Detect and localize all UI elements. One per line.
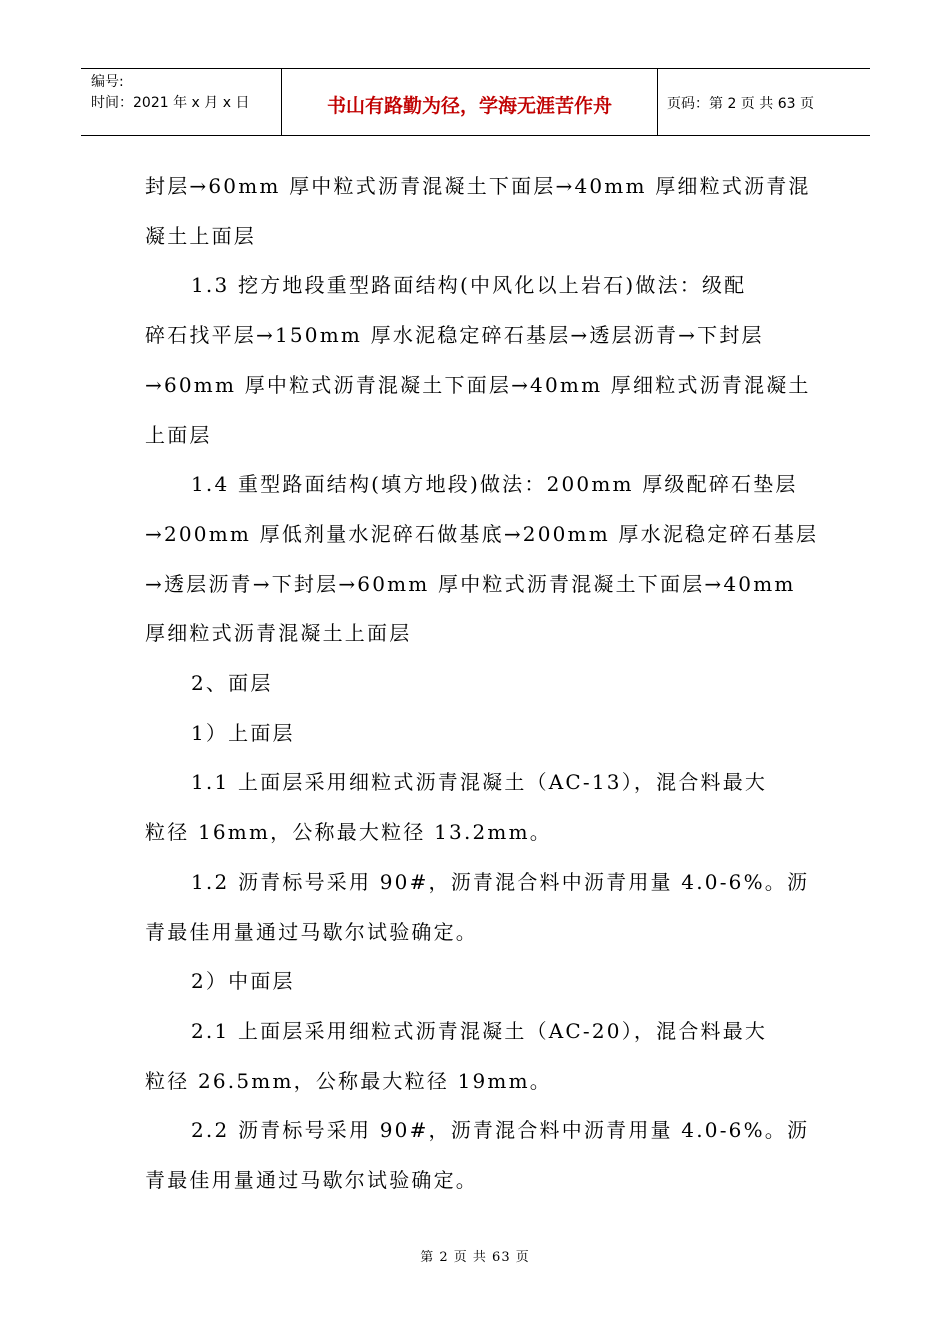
subsection-heading: 1）上面层: [191, 720, 295, 745]
body-line: 凝土上面层: [145, 223, 256, 248]
header-motto: 书山有路勤为径，学海无涯苦作舟: [282, 69, 658, 135]
body-line: 粒径 16mm，公称最大粒径 13.2mm。: [145, 820, 552, 845]
body-line: 1.2 沥青标号采用 90#，沥青混合料中沥青用量 4.0-6%。沥: [191, 869, 810, 894]
header-page-info: 页码：第 2 页 共 63 页: [667, 96, 814, 112]
body-line: 2.2 沥青标号采用 90#，沥青混合料中沥青用量 4.0-6%。沥: [191, 1118, 810, 1143]
time-label: 时间：2021 年 x 月 x 日: [91, 95, 250, 111]
body-line: 厚细粒式沥青混凝土上面层: [145, 621, 412, 646]
document-body: [145, 162, 819, 1206]
body-line: →200mm 厚低剂量水泥碎石做基底→200mm 厚水泥稳定碎石基层: [145, 521, 819, 546]
body-line: 1.4 重型路面结构(填方地段)做法：200mm 厚级配碎石垫层: [191, 472, 798, 497]
body-line: 1.1 上面层采用细粒式沥青混凝土（AC-13），混合料最大: [191, 770, 768, 795]
section-heading: 2、面层: [191, 671, 273, 696]
body-line: 上面层: [145, 422, 212, 447]
page-header: [81, 68, 870, 136]
body-line: 1.3 挖方地段重型路面结构(中风化以上岩石)做法：级配: [191, 273, 747, 298]
body-line: 青最佳用量通过马歇尔试验确定。: [145, 1168, 478, 1193]
page-footer: 第 2 页 共 63 页: [420, 1250, 530, 1265]
body-line: 2.1 上面层采用细粒式沥青混凝土（AC-20），混合料最大: [191, 1018, 768, 1043]
doc-number-label: 编号:: [91, 74, 124, 90]
body-line: →透层沥青→下封层→60mm 厚中粒式沥青混凝土下面层→40mm: [145, 571, 796, 596]
header-meta: [81, 69, 282, 135]
body-line: 封层→60mm 厚中粒式沥青混凝土下面层→40mm 厚细粒式沥青混: [145, 174, 811, 198]
body-line: 碎石找平层→150mm 厚水泥稳定碎石基层→透层沥青→下封层: [145, 323, 764, 348]
body-line: 粒径 26.5mm，公称最大粒径 19mm。: [145, 1068, 552, 1093]
subsection-heading: 2）中面层: [191, 969, 295, 994]
body-line: →60mm 厚中粒式沥青混凝土下面层→40mm 厚细粒式沥青混凝土: [145, 372, 811, 397]
body-line: 青最佳用量通过马歇尔试验确定。: [145, 919, 478, 944]
